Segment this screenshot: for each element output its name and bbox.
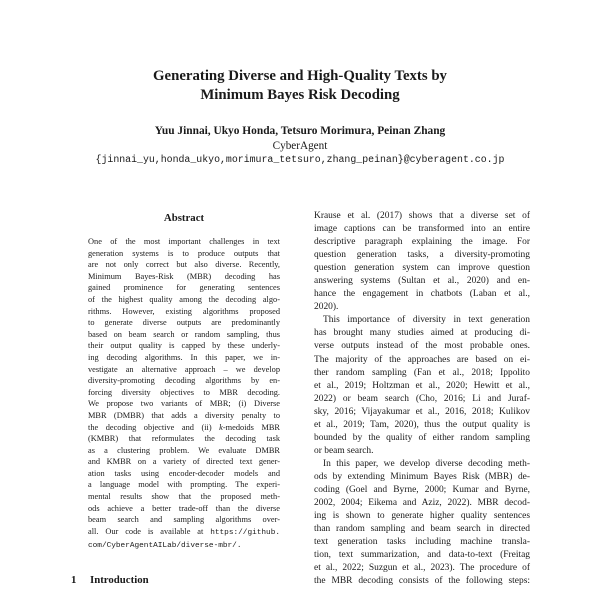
abstract-line: MBR (DMBR) that adds a diversity penalty to — [88, 410, 280, 420]
body-line: ods by extending Minimum Bayes Risk (MBR) de- — [314, 471, 530, 482]
body-line: bounded by the quality of either random sampling — [314, 432, 530, 443]
body-line: et al., 2022; Suzgun et al., 2023). The procedure of — [314, 563, 530, 574]
body-line: This importance of diversity in text generation — [323, 315, 530, 326]
body-line: image captions can be transformed into an entire — [314, 224, 530, 235]
body-line: 2002, 2004; Eikema and Aziz, 2022). MBR decod- — [314, 498, 530, 509]
abstract-line: One of the most important challenges in text — [88, 237, 280, 246]
abstract-line: com/CyberAgentAILab/diverse-mbr/. — [88, 542, 242, 551]
abstract-line: ing decoding algorithms. In this paper, we in- — [88, 352, 280, 362]
body-line: sky, 2016; Vijayakumar et al., 2016, 2018; Kulikov — [314, 406, 530, 417]
body-line: hance the engagement in chatbots (Laban et al., — [314, 289, 530, 300]
title-line: Minimum Bayes Risk Decoding — [200, 87, 400, 103]
abstract-line: of the highest quality among the decoding algo- — [88, 294, 280, 304]
abstract-line: their output quality is capped by these underly- — [88, 341, 280, 351]
abstract-line: diversity-promoting decoding algorithms by en- — [88, 376, 280, 386]
body-line: descriptive paragraph explaining the image. For — [314, 237, 530, 248]
abstract-line: ation tasks using encoder-decoder models and — [88, 468, 280, 478]
body-line: In this paper, we develop diverse decoding meth- — [323, 458, 530, 469]
abstract-line: based on beam search or random sampling, thus — [88, 329, 280, 339]
body-line: the MBR decoding consists of the following steps: — [314, 576, 530, 587]
abstract-line: generation systems is to produce outputs that — [88, 248, 280, 258]
body-line: text generation tasks including machine transla- — [314, 537, 530, 548]
body-line: coding (Goel and Byrne, 2000; Kumar and Byrne, — [314, 484, 530, 495]
body-line: et al., 2019; Tam, 2020), thus the output quality is — [314, 419, 530, 430]
body-line: question generation system can improve question — [314, 263, 530, 274]
section-title: Introduction — [90, 574, 149, 586]
abstract-line: ods achieve a better trade-off than the diverse — [88, 503, 280, 513]
body-line: or beam search. — [314, 445, 374, 456]
section-number: 1 — [71, 574, 77, 586]
body-line: et al., 2019; Holtzman et al., 2020; Hewitt et al., — [314, 380, 530, 391]
abstract-line: a language model with prompting. The experi- — [88, 480, 280, 490]
abstract-line: the decoding objective and (ii) k-medoids MBR — [88, 422, 280, 432]
abstract-line: to generate diverse outputs are predominantly — [88, 318, 280, 328]
affiliation: CyberAgent — [272, 140, 328, 152]
abstract-line: Minimum Bayes-Risk (MBR) decoding has — [88, 271, 280, 281]
body-line: ther random sampling (Fan et al., 2018; Ippolito — [314, 367, 530, 378]
abstract-heading: Abstract — [163, 212, 205, 224]
body-line: than random sampling and beam search in directed — [314, 524, 530, 535]
abstract-line: all. Our code is available at https://github. — [88, 526, 280, 537]
author-list: Yuu Jinnai, Ukyo Honda, Tetsuro Morimura, Peinan Zhang — [154, 125, 446, 137]
abstract-line: beam search and sampling algorithms over- — [88, 515, 280, 525]
abstract-line: mental results show that the proposed meth- — [88, 492, 280, 502]
paper-title — [0, 67, 600, 105]
body-line: Krause et al. (2017) shows that a diverse set of — [314, 211, 530, 221]
abstract-line: (KMBR) that reformulates the decoding task — [88, 434, 280, 444]
intro-body — [314, 210, 530, 588]
section-heading-introduction — [71, 573, 149, 587]
body-line: 2022) or beam search (Cho, 2016; Li and Juraf- — [314, 393, 530, 404]
body-line: verse outputs instead of the most probable ones. — [314, 341, 530, 352]
body-line: question generation tasks, a diversity-promoting — [314, 250, 530, 261]
abstract-line: vestigate an alternative approach – we develop — [88, 364, 280, 374]
abstract-line: forcing diversity objectives to MBR decoding. — [88, 387, 280, 397]
body-line: has brought many studies aimed at producing di- — [314, 328, 530, 339]
body-line: tion, text summarization, and data-to-text (Freitag — [314, 550, 530, 561]
author-emails: {jinnai_yu,honda_ukyo,morimura_tetsuro,zhang_peinan}@cyberagent.co.jp — [95, 154, 505, 165]
body-line: 2020). — [314, 302, 339, 313]
body-line: ing is shown to generate higher quality sentences — [314, 511, 530, 522]
abstract-line: and KMBR on a variety of directed text gener- — [88, 457, 280, 467]
abstract-line: gained prominence for generating sentences — [88, 283, 280, 293]
page-bottom-fade — [0, 586, 600, 600]
title-line: Generating Diverse and High-Quality Texts by — [153, 68, 447, 84]
abstract-line: are not only correct but also diverse. Recently, — [88, 260, 280, 270]
body-line: answering systems (Sultan et al., 2020) and en- — [314, 276, 530, 287]
abstract-body — [88, 236, 280, 553]
abstract-line: rithms. However, existing algorithms proposed — [88, 306, 280, 316]
abstract-line: We propose two variants of MBR; (i) Diverse — [88, 399, 280, 409]
abstract-line: as a clustering problem. We evaluate DMBR — [88, 445, 280, 455]
body-line: The majority of the approaches are based on ei- — [314, 354, 530, 365]
